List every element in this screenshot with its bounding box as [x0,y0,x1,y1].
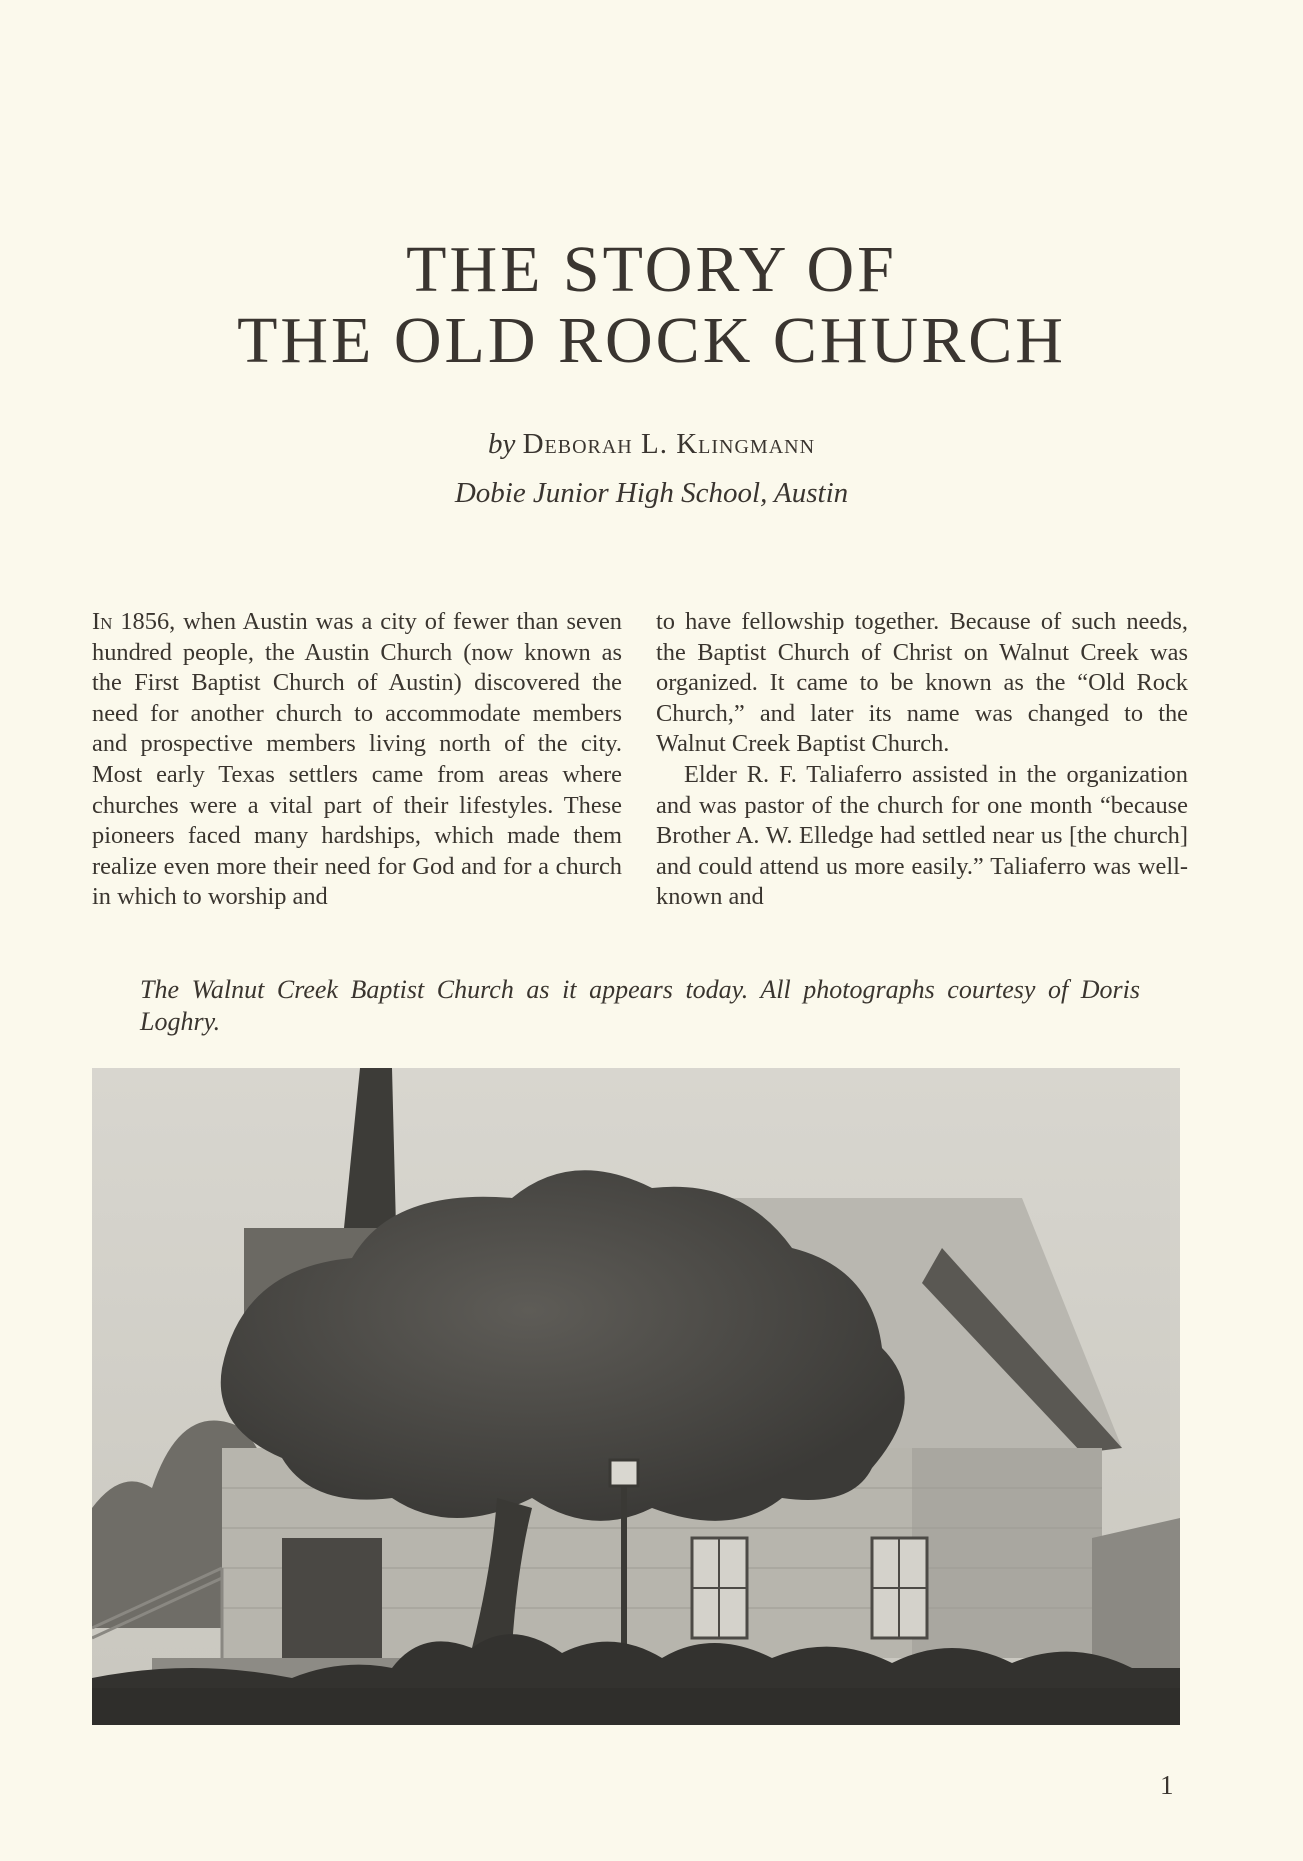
author-name: Deborah L. Klingmann [522,428,816,460]
body-column-right [656,607,1188,913]
body-paragraph [92,607,622,913]
photo-caption: The Walnut Creek Baptist Church as it appears today. All photographs courtesy of Doris Loghry. [140,975,1140,1036]
body-paragraph: to have fellowship together. Because of such needs, the Baptist Church of Christ on Walnut Creek was organized. It came to be known as the “Old Rock Church,” and later its name was changed to the Walnut Creek Baptist Church. [656,608,1188,758]
page-number: 1 [1160,1770,1174,1800]
byline [0,428,1303,461]
body-column-left [92,607,622,913]
church-photograph [92,1068,1180,1725]
article-title-line-2: THE OLD ROCK CHURCH [237,304,1066,377]
article-title-line-1: THE STORY OF [406,233,897,306]
author-affiliation: Dobie Junior High School, Austin [454,477,849,509]
body-paragraph: Elder R. F. Taliaferro assisted in the organization and was pastor of the church for one month “because Brother A. W. Elledge had settled near us [the church] and could attend us more easily.” Taliaferro was well-known and [656,760,1188,911]
lead-in-small-caps: In [92,608,113,635]
paragraph-text: 1856, when Austin was a city of fewer than seven hundred people, the Austin Church (now known as the First Baptist Church of Austin) discovered the need for another church to accommodate members and prospective members living north of the city. Most early Texas settlers came from areas where churches were a vital part of their lifestyles. These pioneers faced many hardships, which made them realize even more their need for God and for a church in which to worship and [92,608,622,911]
byline-by: by [487,428,516,460]
